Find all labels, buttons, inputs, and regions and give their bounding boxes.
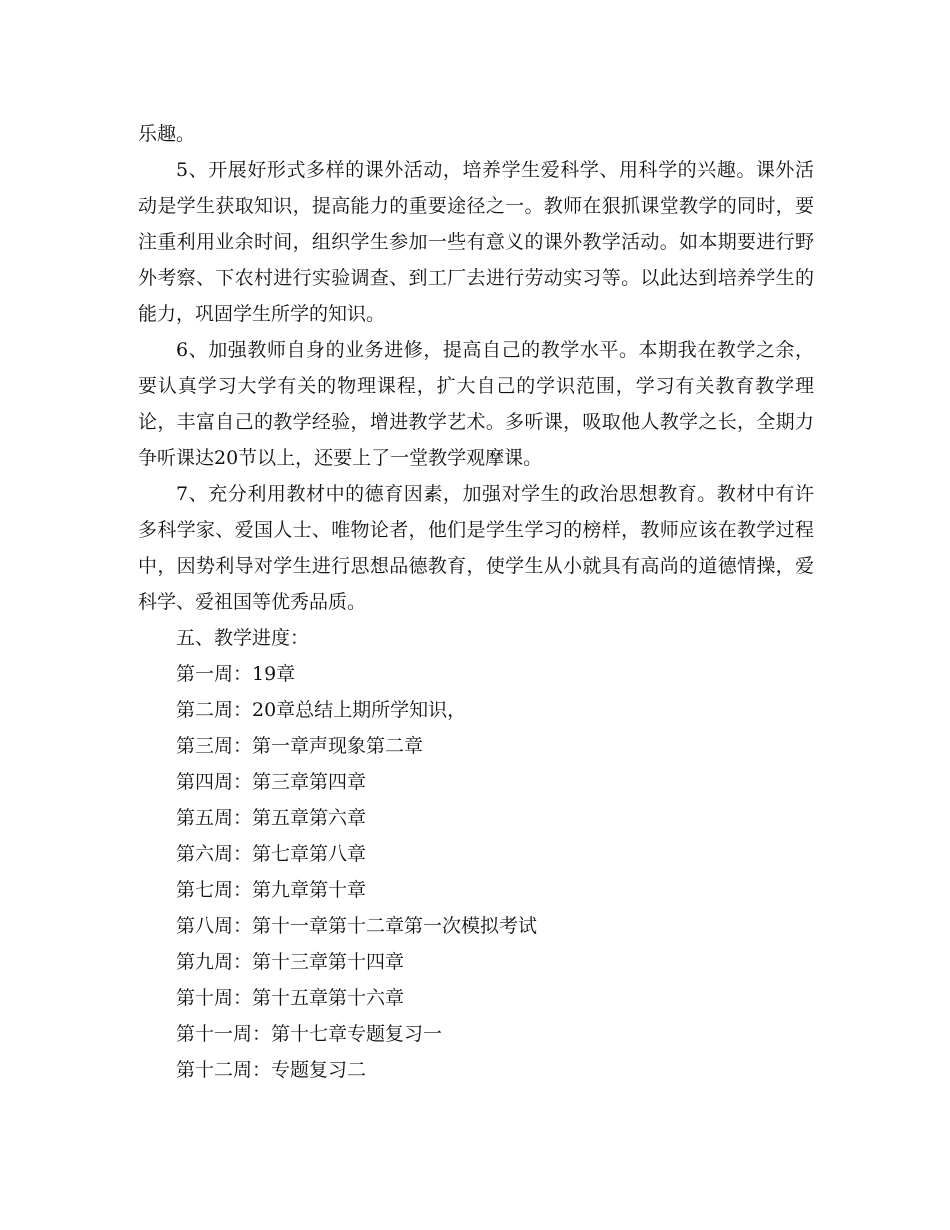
schedule-item-week-8: 第八周：第十一章第十二章第一次模拟考试 [176,915,538,937]
schedule-item-week-3: 第三周：第一章声现象第二章 [176,735,424,757]
paragraph-6: 6、加强教师自身的业务进修，提高自己的教学水平。本期我在教学之余，要认真学习大学有关的物理课程，扩大自己的学识范围，学习有关教育教学理论，丰富自己的教学经验，增进教学艺术。多听课，吸取他人教学之长，全期力争听课达20节以上，还要上了一堂教学观摩课。 [138,339,814,469]
paragraph-5: 5、开展好形式多样的课外活动，培养学生爱科学、用科学的兴趣。课外活动是学生获取知识，提高能力的重要途径之一。教师在狠抓课堂教学的同时，要注重利用业余时间，组织学生参加一些有意义的课外教学活动。如本期要进行野外考察、下农村进行实验调查、到工厂去进行劳动实习等。以此达到培养学生的能力，巩固学生所学的知识。 [138,159,814,325]
paragraph-7: 7、充分利用教材中的德育因素，加强对学生的政治思想教育。教材中有许多科学家、爱国人士、唯物论者，他们是学生学习的榜样，教师应该在教学过程中，因势利导对学生进行思想品德教育，使学生从小就具有高尚的道德情操，爱科学、爱祖国等优秀品质。 [138,483,814,613]
schedule-item-week-6: 第六周：第七章第八章 [176,843,367,865]
schedule-item-week-12: 第十二周：专题复习二 [176,1059,367,1081]
schedule-item-week-7: 第七周：第九章第十章 [176,879,367,901]
schedule-item-week-1: 第一周：19章 [176,663,296,685]
schedule-item-week-2: 第二周：20章总结上期所学知识， [176,699,467,721]
continuation-text: 乐趣。 [138,123,196,145]
document-body [138,116,814,1088]
schedule-item-week-5: 第五周：第五章第六章 [176,807,367,829]
schedule-item-week-11: 第十一周：第十七章专题复习一 [176,1023,443,1045]
section-heading: 五、教学进度： [176,627,310,649]
schedule-list [138,656,814,1088]
schedule-item-week-10: 第十周：第十五章第十六章 [176,987,405,1009]
schedule-item-week-4: 第四周：第三章第四章 [176,771,367,793]
schedule-item-week-9: 第九周：第十三章第十四章 [176,951,405,973]
